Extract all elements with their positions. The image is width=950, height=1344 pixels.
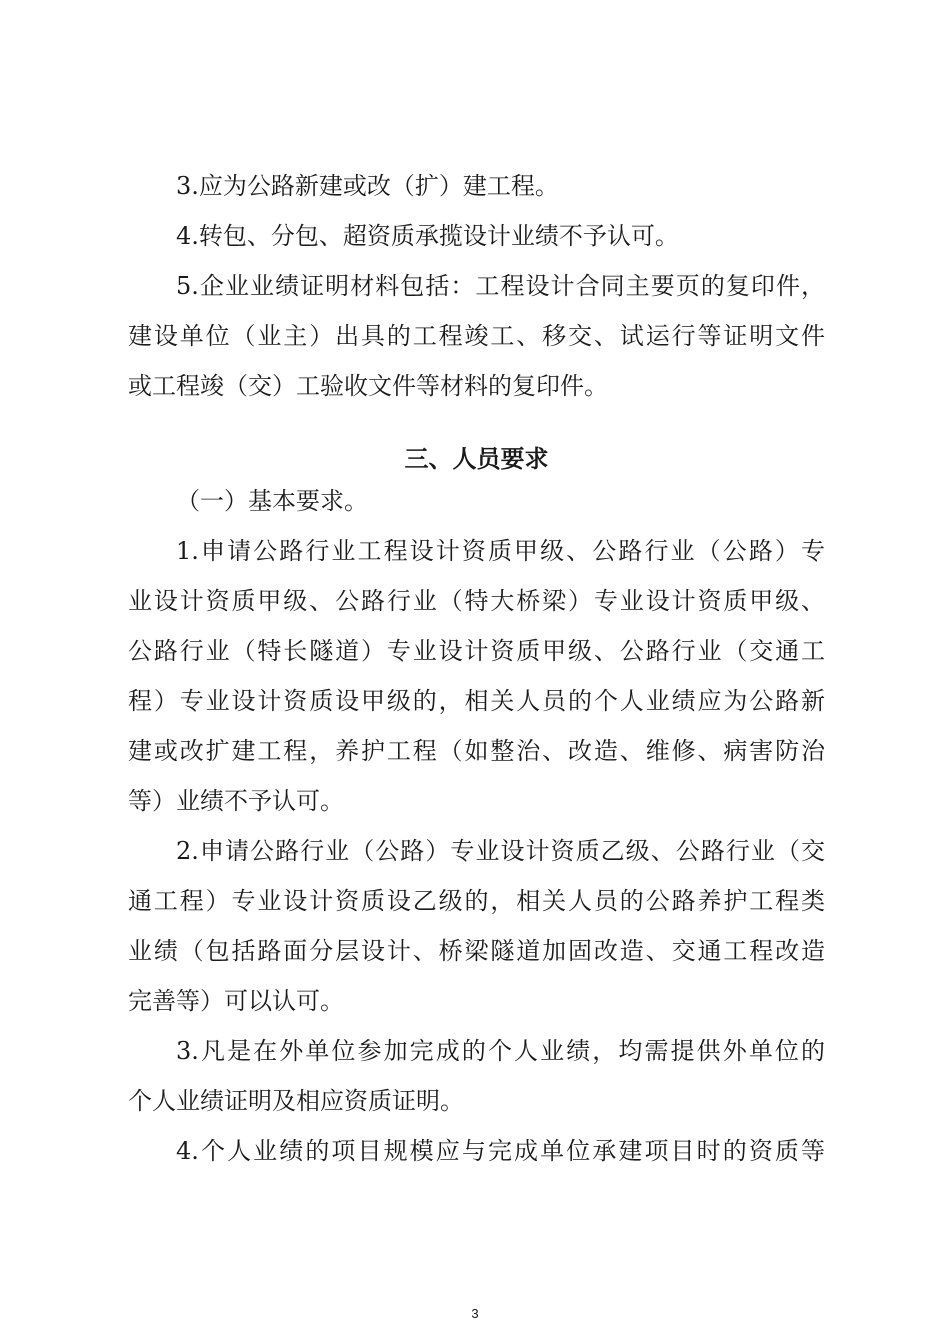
- paragraph-b1-line-3: 公路行业（特长隧道）专业设计资质甲级、公路行业（交通工: [128, 637, 825, 665]
- paragraph-a5-line-3: 或工程竣（交）工验收文件等材料的复印件。: [128, 372, 608, 400]
- paragraph-b2-line-1: 2.申请公路行业（公路）专业设计资质乙级、公路行业（交: [176, 837, 825, 865]
- document-page: [128, 0, 825, 1344]
- paragraph-a5-line-2: 建设单位（业主）出具的工程竣工、移交、试运行等证明文件: [128, 322, 825, 350]
- paragraph-a3-line-1: 3.应为公路新建或改（扩）建工程。: [176, 172, 559, 200]
- paragraph-a4-line-1: 4.转包、分包、超资质承揽设计业绩不予认可。: [176, 222, 679, 250]
- paragraph-b1-line-5: 建或改扩建工程，养护工程（如整治、改造、维修、病害防治: [128, 737, 825, 765]
- section-heading: 三、人员要求: [404, 445, 549, 473]
- paragraph-b4-line-1: 4.个人业绩的项目规模应与完成单位承建项目时的资质等: [176, 1137, 825, 1165]
- paragraph-b2-line-3: 业绩（包括路面分层设计、桥梁隧道加固改造、交通工程改造: [128, 937, 825, 965]
- paragraph-b1-line-2: 业设计资质甲级、公路行业（特大桥梁）专业设计资质甲级、: [128, 587, 825, 615]
- paragraph-a5-line-1: 5.企业业绩证明材料包括：工程设计合同主要页的复印件，: [176, 272, 825, 300]
- paragraph-b3-line-2: 个人业绩证明及相应资质证明。: [128, 1087, 464, 1115]
- paragraph-b3-line-1: 3.凡是在外单位参加完成的个人业绩，均需提供外单位的: [176, 1037, 825, 1065]
- paragraph-b2-line-2: 通工程）专业设计资质设乙级的，相关人员的公路养护工程类: [128, 887, 825, 915]
- paragraph-b1-line-1: 1.申请公路行业工程设计资质甲级、公路行业（公路）专: [176, 537, 825, 565]
- paragraph-b2-line-4: 完善等）可以认可。: [128, 987, 344, 1015]
- paragraph-b1-line-6: 等）业绩不予认可。: [128, 787, 344, 815]
- subheading: （一）基本要求。: [176, 487, 368, 515]
- paragraph-b1-line-4: 程）专业设计资质设甲级的，相关人员的个人业绩应为公路新: [128, 687, 825, 715]
- page-number: 3: [471, 1306, 479, 1321]
